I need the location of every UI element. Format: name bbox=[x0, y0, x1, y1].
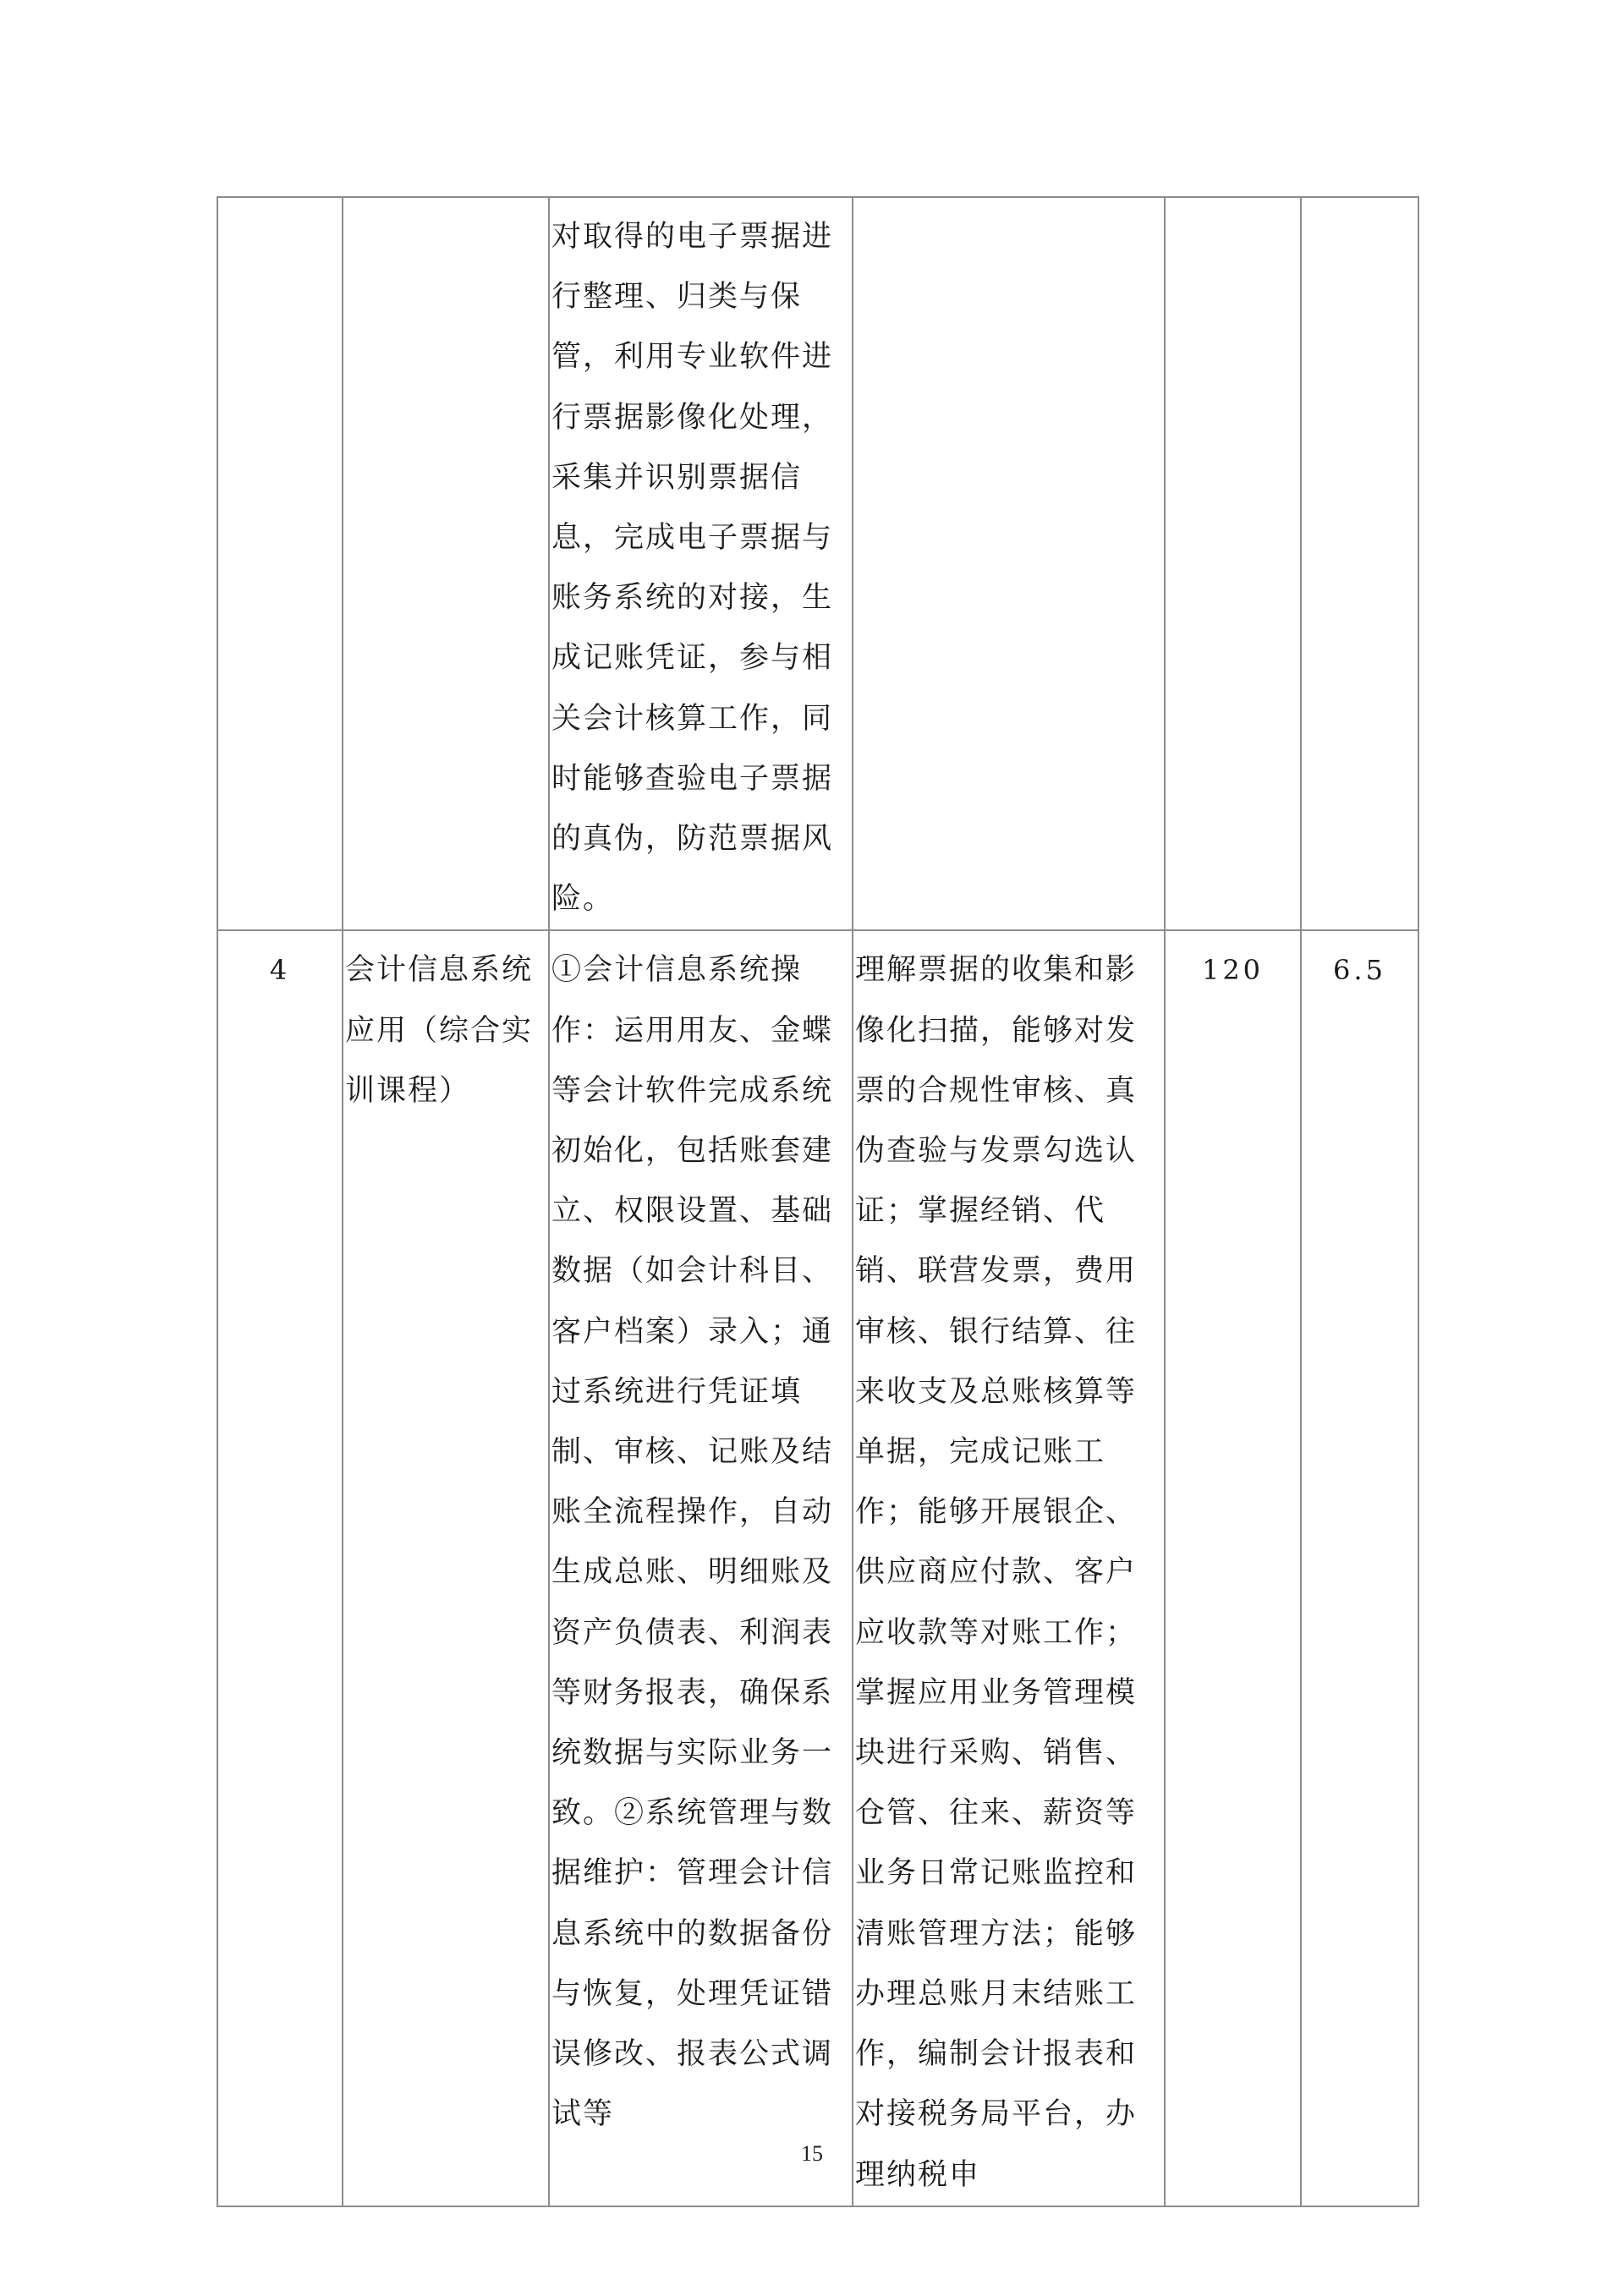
index-cell: 4 bbox=[217, 930, 343, 2206]
course-requirements-cell: 理解票据的收集和影像化扫描，能够对发票的合规性审核、真伪查验与发票勾选认证；掌握经销、代销、联营发票，费用审核、银行结算、往来收支及总账核算等单据，完成记账工作；能够开展银企、供应商应付款、客户应收款等对账工作；掌握应用业务管理模块进行采购、销售、仓管、往来、薪资等业务日常记账监控和清账管理方法；能够办理总账月末结账工作，编制会计报表和对接税务局平台，办理纳税申 bbox=[853, 930, 1165, 2206]
course-content-cell: 对取得的电子票据进行整理、归类与保管，利用专业软件进行票据影像化处理，采集并识别票据信息，完成电子票据与账务系统的对接，生成记账凭证，参与相关会计核算工作，同时能够查验电子票据的真伪，防范票据风险。 bbox=[549, 197, 853, 930]
curriculum-table bbox=[217, 196, 1419, 2207]
course-requirements-cell bbox=[853, 197, 1165, 930]
page-number: 15 bbox=[801, 2141, 823, 2166]
hours-cell bbox=[1165, 197, 1301, 930]
table-row bbox=[217, 197, 1418, 930]
credits-cell: 6.5 bbox=[1301, 930, 1418, 2206]
index-cell bbox=[217, 197, 343, 930]
credits-cell bbox=[1301, 197, 1418, 930]
course-name-cell: 会计信息系统应用（综合实训课程） bbox=[343, 930, 549, 2206]
hours-cell: 120 bbox=[1165, 930, 1301, 2206]
course-content-cell: ①会计信息系统操作：运用用友、金蝶等会计软件完成系统初始化，包括账套建立、权限设置、基础数据（如会计科目、客户档案）录入；通过系统进行凭证填制、审核、记账及结账全流程操作，自动生成总账、明细账及资产负债表、利润表等财务报表，确保系统数据与实际业务一致。②系统管理与数据维护：管理会计信息系统中的数据备份与恢复，处理凭证错误修改、报表公式调试等 bbox=[549, 930, 853, 2206]
course-name-cell bbox=[343, 197, 549, 930]
table-row bbox=[217, 930, 1418, 2206]
